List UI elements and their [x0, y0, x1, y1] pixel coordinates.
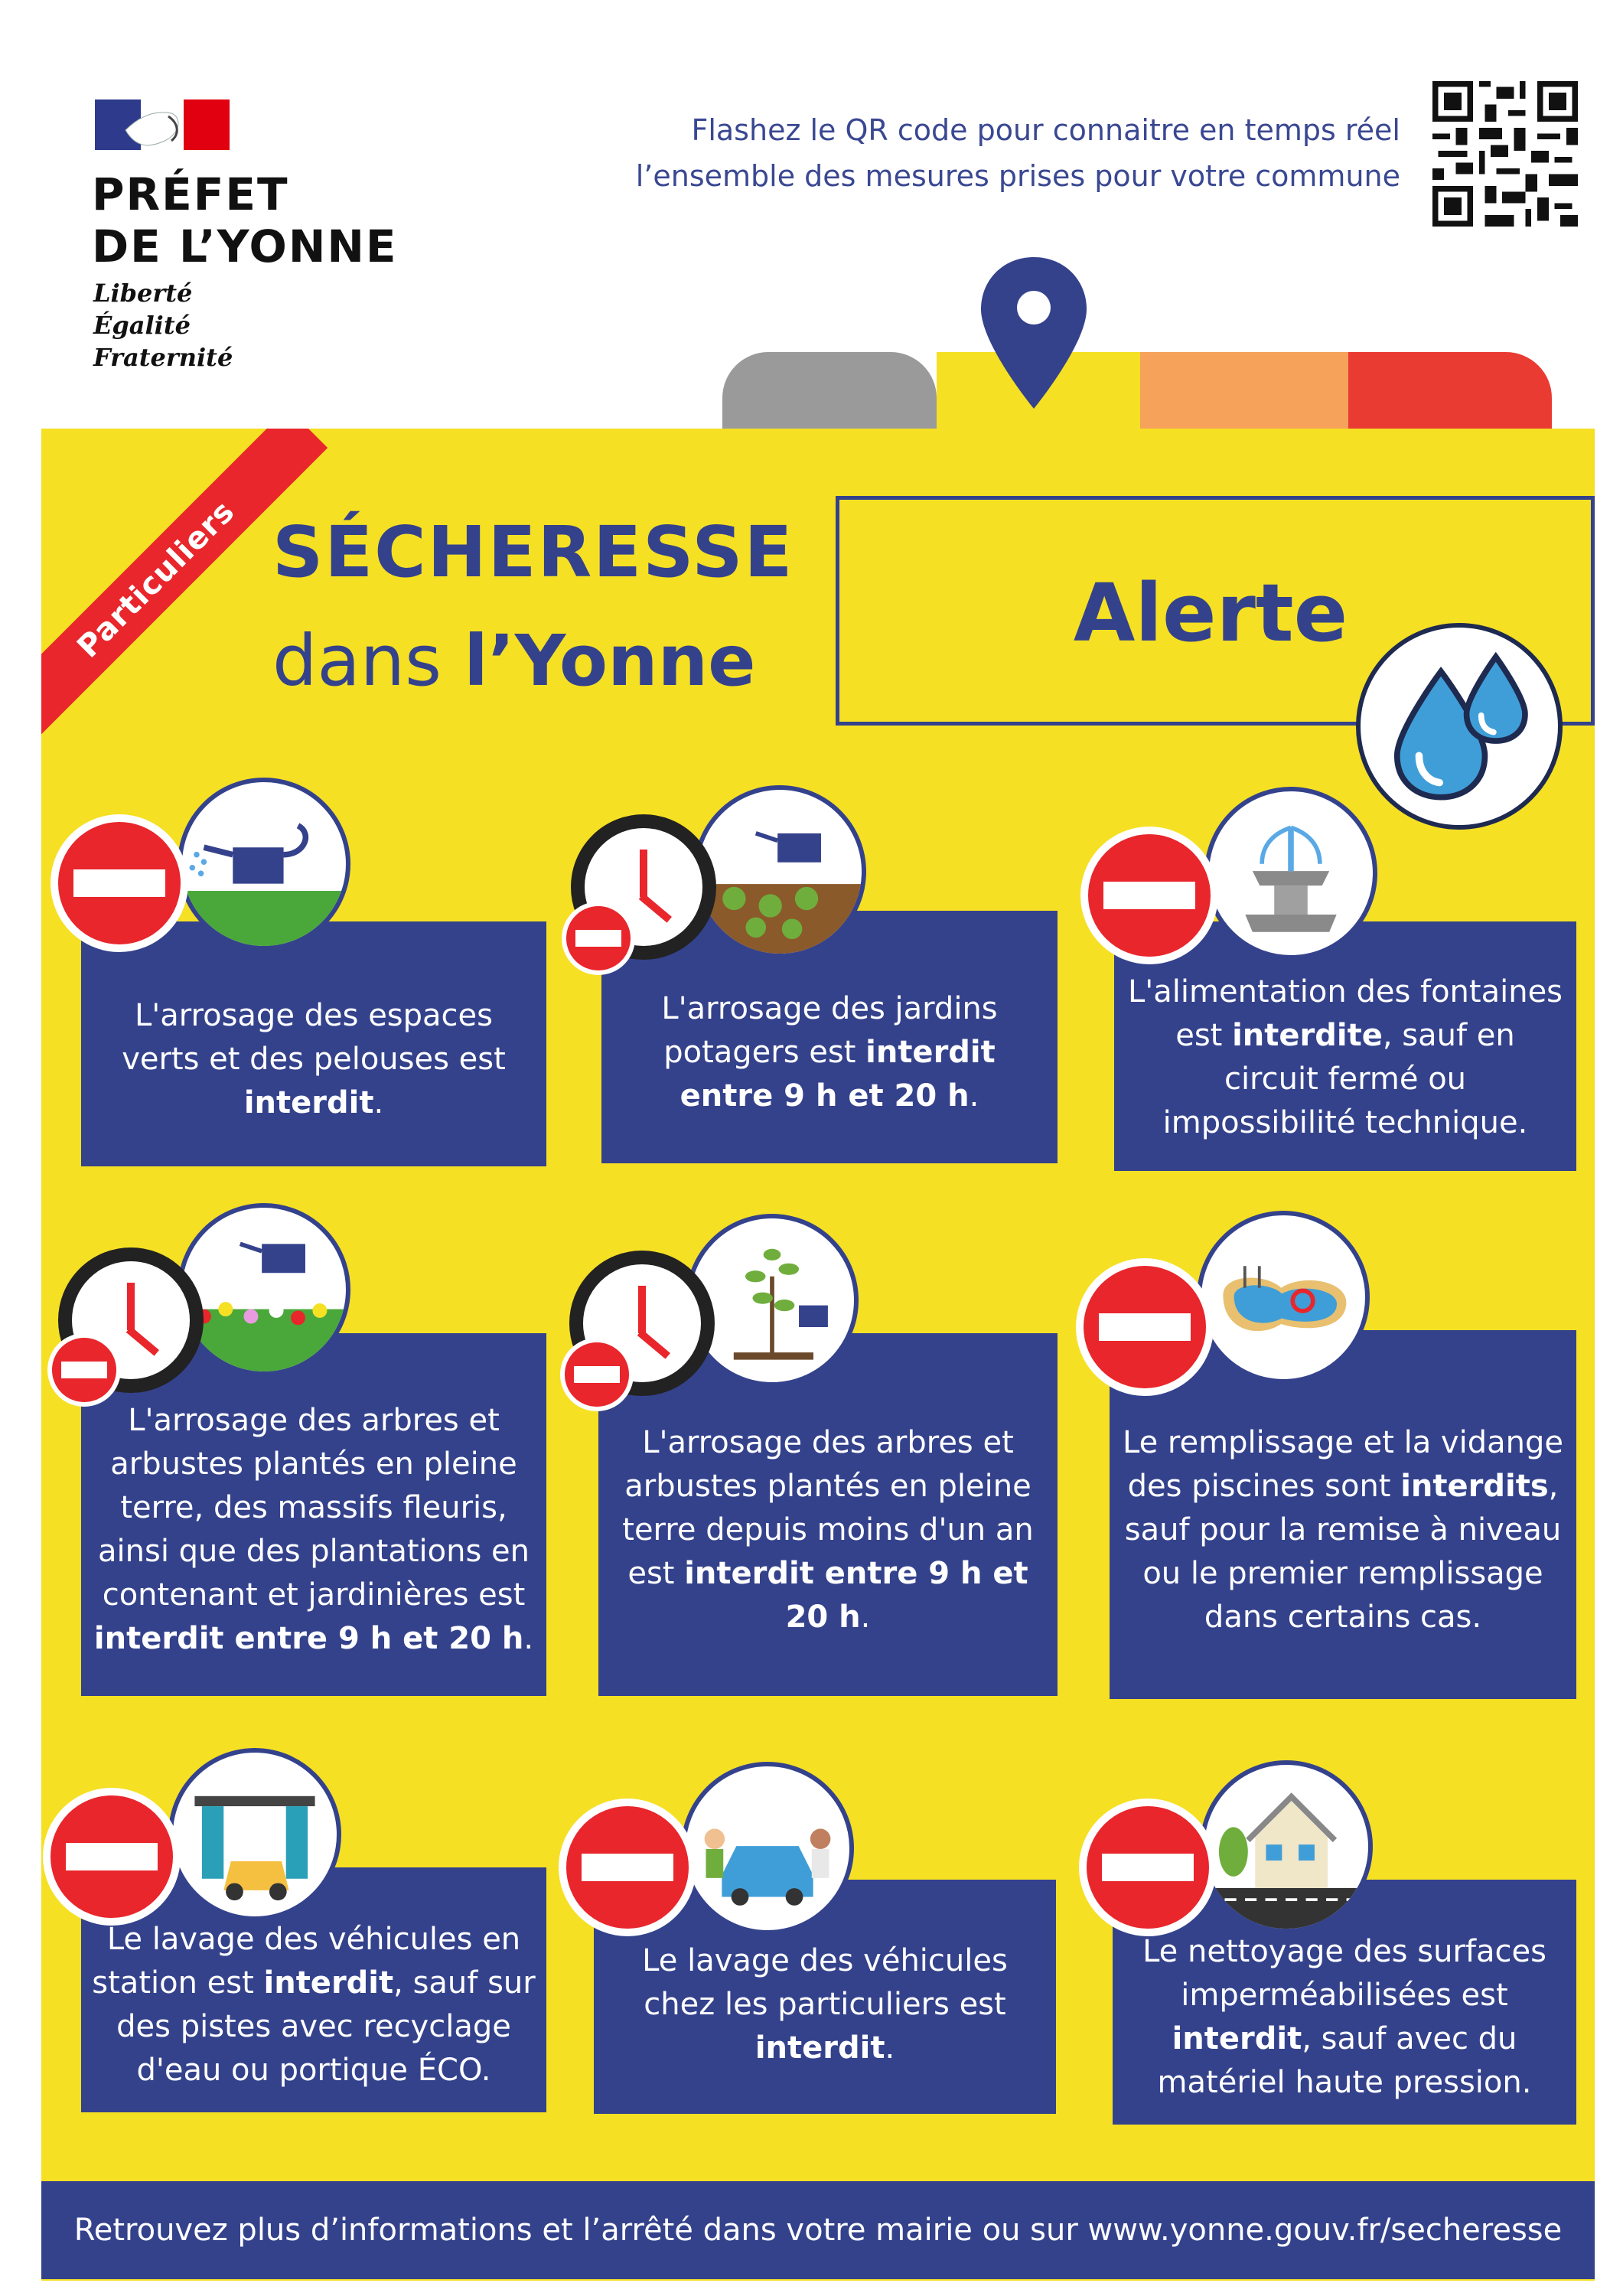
ribbon-label: Particuliers — [70, 494, 242, 665]
title-secheresse: SÉCHERESSE — [272, 511, 794, 593]
card-text: L'arrosage des arbres et arbustes plantés en pleine terre depuis moins d'un an est interdit entre 9 h et 20 h. — [622, 1424, 1034, 1635]
card-text: L'arrosage des arbres et arbustes plantés en pleine terre, des massifs fleuris, ainsi que des plantations en contenant et jardinières est interdit entre 9 h et 20 h. — [93, 1403, 534, 1656]
restriction-card-fountains — [1114, 921, 1576, 1171]
prohibited-icon — [47, 1333, 121, 1407]
water-drops-icon — [1361, 628, 1558, 825]
prohibited-icon — [43, 1788, 181, 1926]
card-text: L'arrosage des espaces verts et des pelouses est interdit. — [122, 997, 506, 1120]
title-prefix: dans — [272, 620, 464, 702]
prohibited-icon — [560, 1338, 634, 1411]
footer-text: Retrouvez plus d’informations et l’arrêté dans votre mairie ou sur www.yonne.gouv.fr/secheresse — [73, 2213, 1563, 2248]
card-text: L'alimentation des fontaines est interdite, sauf en circuit fermé ou impossibilité technique. — [1127, 974, 1563, 1140]
prohibited-icon — [1080, 827, 1218, 964]
fountain-icon — [1204, 787, 1377, 960]
prohibited-icon — [559, 1799, 696, 1936]
swimming-pool-icon — [1197, 1211, 1370, 1384]
card-text: Le lavage des véhicules chez les particuliers est interdit. — [642, 1942, 1008, 2066]
republic-motto — [93, 277, 233, 373]
prohibited-icon — [51, 814, 188, 952]
card-text: Le remplissage et la vidange des piscines sont interdits, sauf pour la remise à niveau ou le premier remplissage dans certains cas. — [1123, 1424, 1563, 1635]
prefecture-line-1: PRÉFET — [92, 168, 289, 220]
title-location: l’Yonne — [464, 620, 756, 702]
watering-lawn-icon — [178, 778, 350, 951]
water-drops-badge — [1356, 623, 1563, 830]
prohibited-icon — [1079, 1799, 1217, 1936]
prefecture-line-2: DE L’YONNE — [92, 220, 398, 272]
motto-liberte: Liberté — [93, 279, 193, 308]
footer-info-banner — [41, 2181, 1595, 2279]
qr-text-line-2: l’ensemble des mesures prises pour votre commune — [635, 159, 1400, 193]
qr-code-icon[interactable] — [1432, 81, 1578, 227]
motto-egalite: Égalité — [93, 311, 191, 340]
card-text: L'arrosage des jardins potagers est interdit entre 9 h et 20 h. — [661, 990, 998, 1114]
watering-young-tree-icon — [686, 1214, 859, 1387]
restriction-card-lawns — [81, 921, 546, 1166]
location-pin-icon — [976, 253, 1091, 413]
prohibited-icon — [1076, 1258, 1214, 1396]
alert-level-label: Alerte — [1073, 566, 1348, 660]
marianne-logo-icon — [95, 99, 230, 150]
card-text: Le nettoyage des surfaces imperméabilisées est interdit, sauf avec du matériel haute pression. — [1142, 1934, 1546, 2100]
prohibited-icon — [562, 902, 635, 975]
qr-text-line-1: Flashez le QR code pour connaitre en temps réel — [691, 113, 1400, 147]
car-wash-station-icon — [168, 1748, 341, 1921]
motto-fraternite: Fraternité — [93, 343, 233, 372]
house-pavement-icon — [1200, 1760, 1373, 1933]
title-dans-yonne — [272, 620, 756, 702]
prefecture-name — [92, 168, 398, 272]
watering-vegetable-garden-icon — [693, 785, 866, 958]
qr-instructions — [536, 107, 1400, 199]
watering-flowers-icon — [178, 1203, 350, 1376]
card-text: Le lavage des véhicules en station est interdit, sauf sur des pistes avec recyclage d'eau ou portique ÉCO. — [92, 1922, 536, 2088]
home-car-wash-icon — [681, 1762, 854, 1935]
